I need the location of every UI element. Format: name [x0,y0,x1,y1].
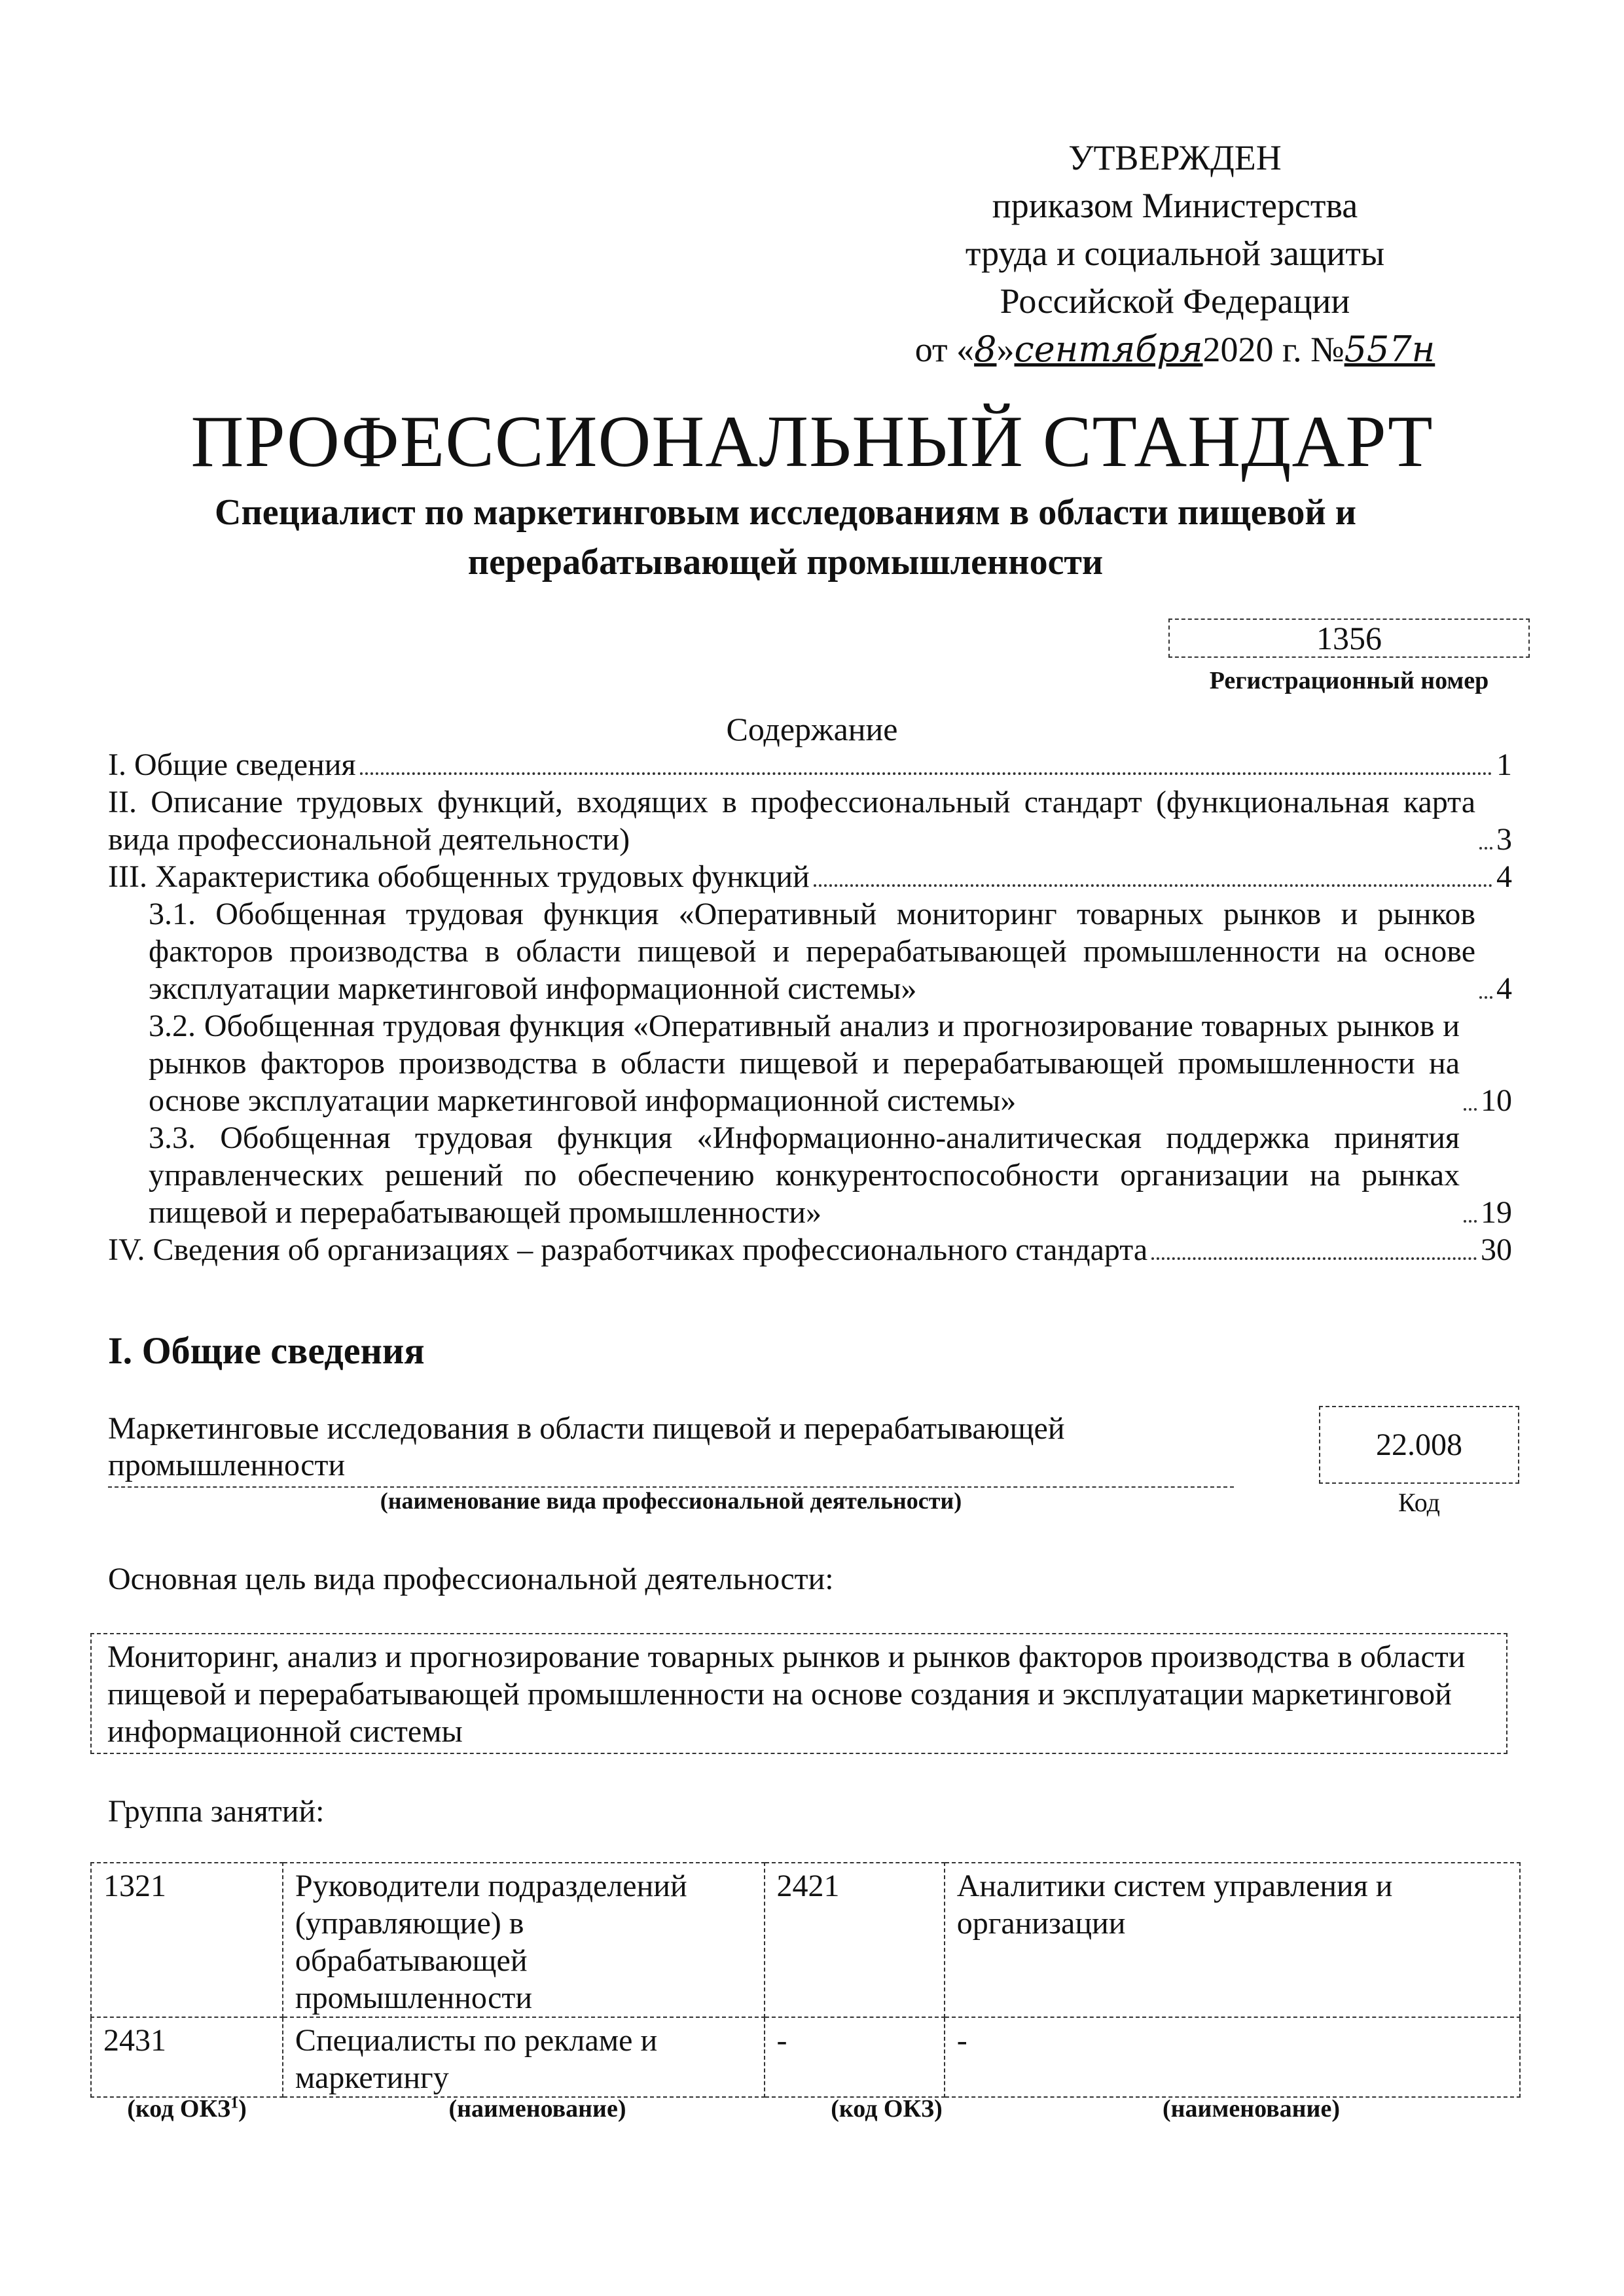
subtitle-line-1: Специалист по маркетинговым исследованиям в области пищевой и [215,492,1356,533]
okz-code-caption-2: (код ОКЗ) [831,2095,943,2123]
toc-entry-page: 1 [1496,747,1512,782]
goal-label: Основная цель вида профессиональной деятельности: [108,1562,834,1596]
toc-leader [814,884,1492,887]
section-heading: I. Общие сведения [108,1329,425,1372]
approval-line-1: УТВЕРЖДЕН [1068,138,1282,177]
toc-leader [1464,1108,1477,1111]
document-subtitle [131,488,1440,587]
occupation-group-label: Группа занятий: [108,1794,325,1829]
toc-leader [360,772,1492,775]
okz-code-cell: 2421 [765,1863,945,2017]
name-caption: (наименование) [448,2095,626,2123]
occupation-name-cell: Аналитики систем управления и организации [945,1863,1520,2017]
okz-code-caption-close: ) [238,2095,247,2123]
activity-name-line-1: Маркетинговые исследования в области пищевой и перерабатывающей [108,1411,1065,1446]
registration-number-box: 1356 [1168,619,1530,658]
toc-entry-text: 3.1. Обобщенная трудовая функция «Оперативный мониторинг товарных рынков и рынков факторов производства в области пищевой и перерабатывающей промышленности на основе эксплуатации маркетинговой информационной системы» [149,897,1475,1006]
toc-entry-page: 4 [1496,971,1512,1006]
occupation-name-cell: - [945,2017,1520,2097]
toc-entry[interactable] [108,1231,1512,1268]
toc-entry-page: 3 [1496,822,1512,857]
document-title: ПРОФЕССИОНАЛЬНЫЙ СТАНДАРТ [190,401,1434,482]
occupation-table [90,1862,1521,2098]
toc-entry-text: I. Общие сведения [108,747,356,782]
date-prefix: от « [914,330,975,369]
activity-code-box: 22.008 [1319,1406,1519,1484]
approval-date-line [897,325,1453,374]
toc-entry-text: IV. Сведения об организациях – разработчиках профессионального стандарта [108,1232,1148,1267]
okz-code-caption [90,2094,283,2123]
date-year: 2020 г. № [1202,330,1344,369]
table-row [91,2017,1520,2097]
toc-entry-page: 4 [1496,859,1512,894]
toc-entry[interactable] [108,746,1512,783]
approval-line-2: приказом Министерства [992,186,1358,225]
goal-box: Мониторинг, анализ и прогнозирование товарных рынков и рынков факторов производства в области пищевой и перерабатывающей промышленности на основе создания и эксплуатации маркетинговой информационной системы [90,1633,1507,1754]
approval-line-3: труда и социальной защиты [965,234,1385,273]
approval-line-4: Российской Федерации [1000,281,1350,321]
order-number: 557н [1344,329,1435,370]
activity-name-caption: (наименование вида профессиональной деятельности) [380,1488,962,1514]
toc-entry[interactable] [108,895,1512,1007]
toc-entry-text: 3.3. Обобщенная трудовая функция «Информационно-аналитическая поддержка принятия управленческих решений по обеспечению конкурентоспособности организации на рынках пищевой и перерабатывающей промышленности» [149,1121,1460,1230]
toc-entry[interactable] [108,1119,1512,1231]
toc-entry-page: 10 [1481,1083,1512,1118]
toc-entry[interactable] [108,1007,1512,1119]
toc-entry-page: 30 [1481,1232,1512,1267]
toc-entry[interactable] [108,783,1512,858]
activity-name-line-2: промышленности [108,1448,346,1482]
toc-entry-text: III. Характеристика обобщенных трудовых функций [108,859,810,894]
toc-leader [1479,996,1492,999]
footnote-mark[interactable]: 1 [230,2094,239,2112]
toc-entry[interactable] [108,858,1512,895]
okz-code-caption-text: (код ОКЗ [127,2095,231,2123]
table-row [91,1863,1520,2017]
activity-name [108,1410,1234,1488]
name-caption-2: (наименование) [1163,2095,1340,2123]
subtitle-line-2: перерабатывающей промышленности [467,542,1104,583]
occupation-name-cell: Руководители подразделений (управляющие) в обрабатывающей промышленности [283,1863,765,2017]
date-day: 8 [974,329,997,370]
activity-code-caption: Код [1398,1488,1440,1517]
toc-leader [1479,847,1492,850]
approval-block [897,134,1453,374]
toc-entry-text: II. Описание трудовых функций, входящих в профессиональный стандарт (функциональная карта вида профессиональной деятельности) [108,785,1475,857]
date-month: сентября [1014,329,1203,370]
table-of-contents [108,746,1512,1268]
okz-code-cell: 1321 [91,1863,283,2017]
toc-heading: Содержание [726,711,898,747]
toc-entry-text: 3.2. Обобщенная трудовая функция «Оперативный анализ и прогнозирование товарных рынков и рынков факторов производства в области пищевой и перерабатывающей промышленности на основе эксплуатации маркетинговой информационной системы» [149,1009,1460,1118]
toc-leader [1151,1257,1477,1260]
okz-code-cell: 2431 [91,2017,283,2097]
toc-entry-page: 19 [1481,1195,1512,1230]
toc-leader [1464,1220,1477,1223]
registration-number-label: Регистрационный номер [1209,667,1489,694]
date-mid: » [996,330,1015,369]
occupation-name-cell: Специалисты по рекламе и маркетингу [283,2017,765,2097]
okz-code-cell: - [765,2017,945,2097]
